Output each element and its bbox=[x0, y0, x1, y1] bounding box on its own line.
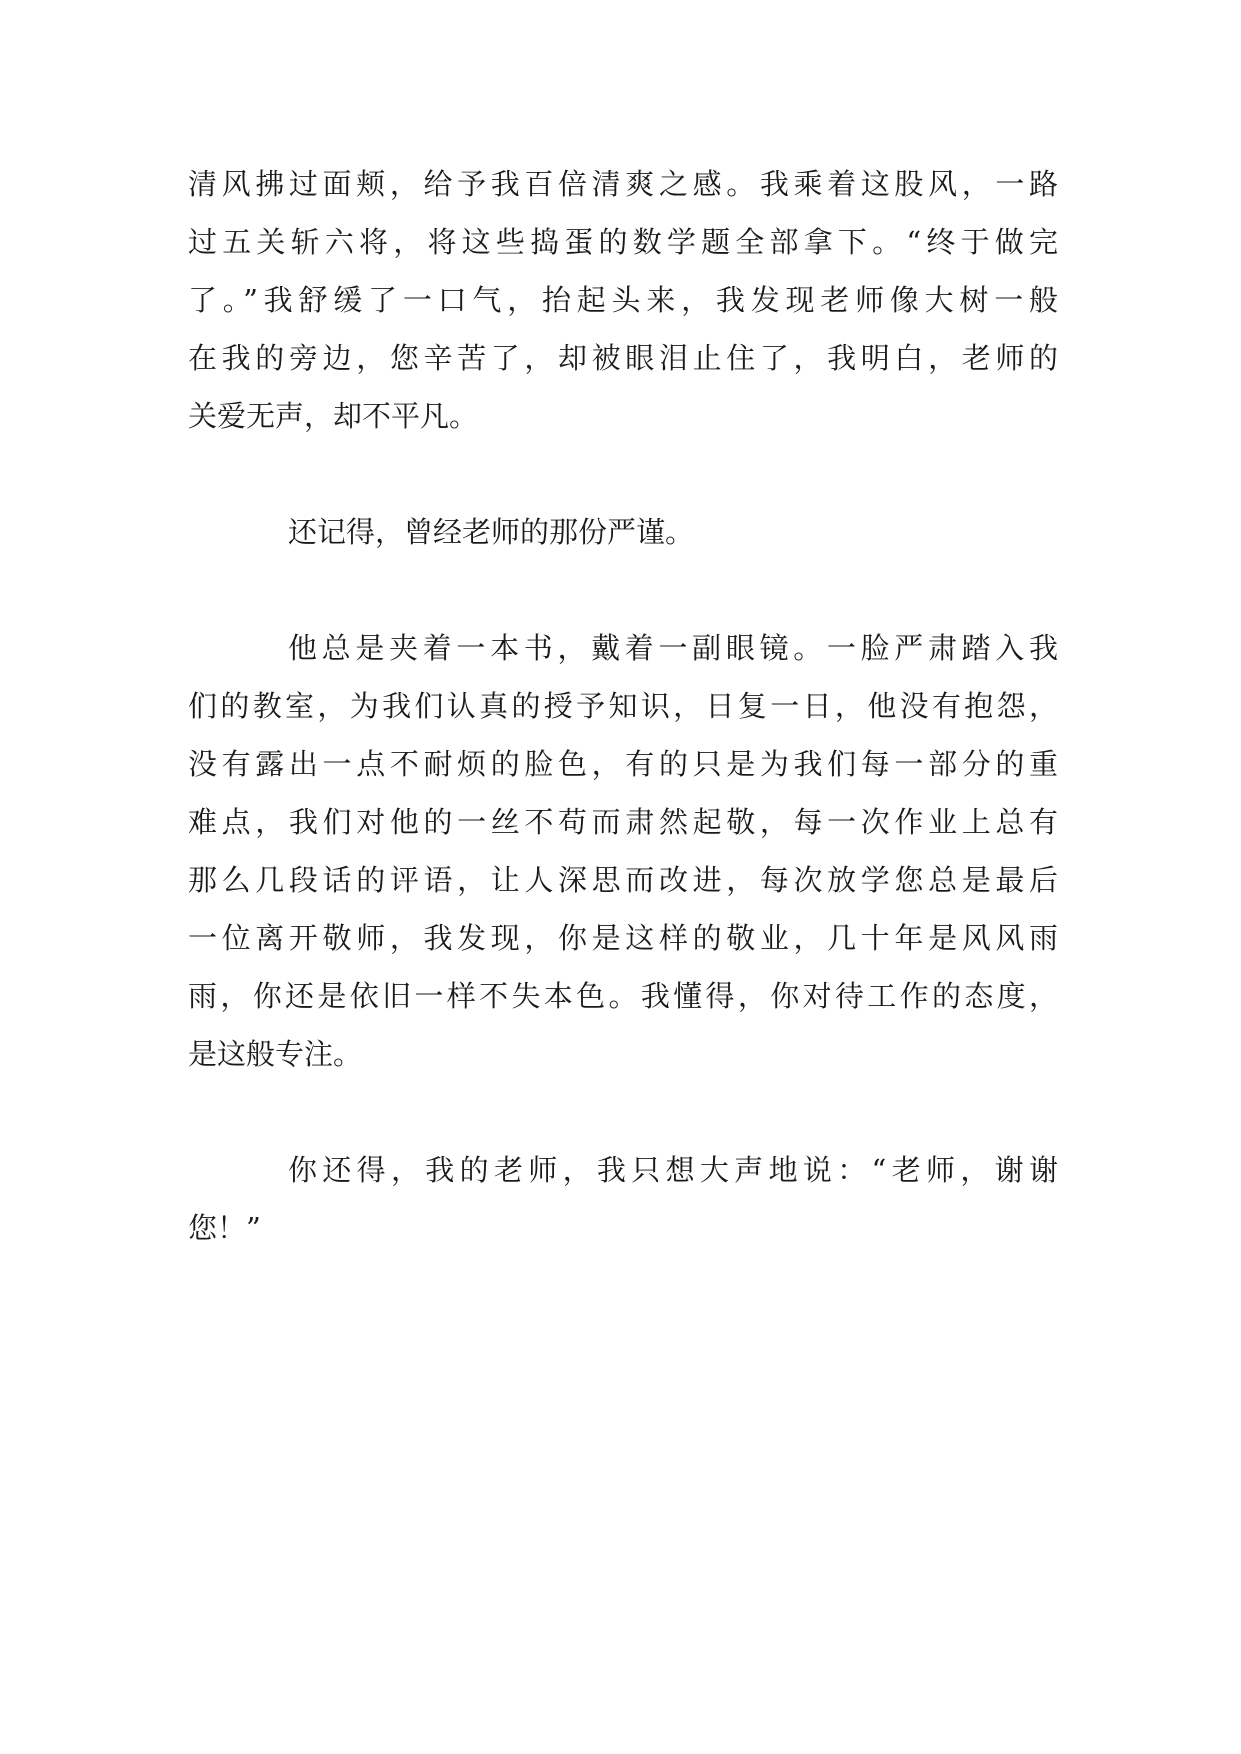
paragraph-line: 没有露出一点不耐烦的脸色，有的只是为我们每一部分的重 bbox=[188, 747, 1058, 781]
paragraph-line: 了。”我舒缓了一口气，抬起头来，我发现老师像大树一般 bbox=[188, 283, 1058, 317]
paragraph-line: 关爱无声，却不平凡。 bbox=[188, 399, 479, 433]
paragraph-4 bbox=[188, 1141, 1058, 1257]
paragraph-line: 们的教室，为我们认真的授予知识，日复一日，他没有抱怨， bbox=[188, 689, 1058, 723]
paragraph-line: 一位离开敬师，我发现，你是这样的敬业，几十年是风风雨 bbox=[188, 921, 1058, 955]
paragraph-line: 您！” bbox=[188, 1211, 261, 1245]
paragraph-line: 在我的旁边，您辛苦了，却被眼泪止住了，我明白，老师的 bbox=[188, 341, 1058, 375]
paragraph-spacer bbox=[188, 561, 1058, 619]
paragraph-line: 你还得，我的老师，我只想大声地说：“老师，谢谢 bbox=[288, 1153, 1058, 1187]
paragraph-line: 过五关斩六将，将这些捣蛋的数学题全部拿下。“终于做完 bbox=[188, 225, 1058, 259]
paragraph-line: 是这般专注。 bbox=[188, 1037, 363, 1071]
paragraph-line: 他总是夹着一本书，戴着一副眼镜。一脸严肃踏入我 bbox=[288, 631, 1058, 665]
paragraph-3 bbox=[188, 619, 1058, 1083]
paragraph-line: 那么几段话的评语，让人深思而改进，每次放学您总是最后 bbox=[188, 863, 1058, 897]
paragraph-spacer bbox=[188, 1083, 1058, 1141]
paragraph-line: 清风拂过面颊，给予我百倍清爽之感。我乘着这股风，一路 bbox=[188, 167, 1058, 201]
paragraph-spacer bbox=[188, 445, 1058, 503]
paragraph-2 bbox=[188, 503, 1058, 561]
paragraph-line: 还记得，曾经老师的那份严谨。 bbox=[288, 515, 695, 549]
paragraph-line: 难点，我们对他的一丝不苟而肃然起敬，每一次作业上总有 bbox=[188, 805, 1058, 839]
paragraph-1 bbox=[188, 155, 1058, 445]
paragraph-line: 雨，你还是依旧一样不失本色。我懂得，你对待工作的态度， bbox=[188, 979, 1058, 1013]
document-body bbox=[188, 155, 1058, 1257]
